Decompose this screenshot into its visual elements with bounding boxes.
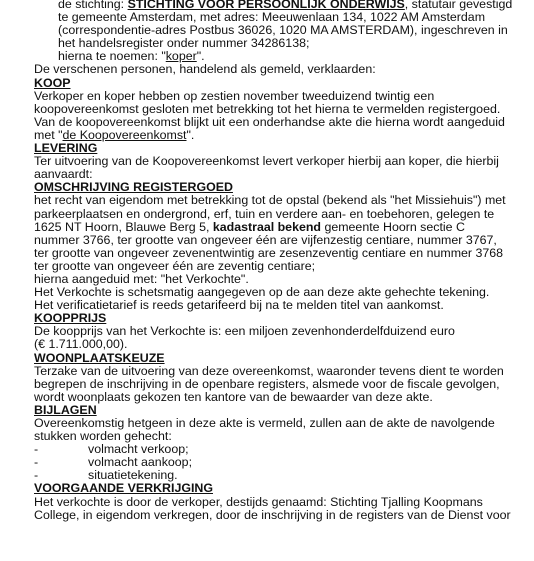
list-dash: - (34, 468, 39, 483)
section-heading-verkrijging: VOORGAANDE VERKRIJGING (34, 481, 213, 496)
omschrijving-line-4: nummer 3766, ter grootte van ongeveer één are vijfenzestig centiare, nummer 3767, (34, 232, 497, 247)
intro-line-6: De verschenen personen, handelend als gemeld, verklaarden: (34, 62, 376, 77)
section-heading-woonplaatskeuze: WOONPLAATSKEUZE (34, 350, 165, 365)
intro-text: ". (196, 49, 205, 64)
omschrijving-line-7: hierna aangeduid met: "het Verkochte". (34, 271, 249, 286)
section-heading-omschrijving: OMSCHRIJVING REGISTERGOED (34, 180, 233, 195)
omschrijving-line-2: parkeerplaatsen en ondergrond, erf, tuin en verdere aan- en toebehoren, gelegen te (34, 206, 495, 221)
list-item-text: situatietekening. (88, 468, 178, 483)
omschrijving-line-1: het recht van eigendom met betrekking tot de opstal (bekend als "het Missiehuis") met (34, 193, 506, 208)
section-heading-levering: LEVERING (34, 141, 98, 156)
koop-text: ". (186, 127, 195, 142)
contract-term: de Koopovereenkomst (62, 127, 187, 142)
buyer-name: STICHTING VOOR PERSOONLIJK ONDERWIJS (127, 0, 405, 11)
woonplaatskeuze-line-2: begrepen de inschrijving in de openbare registers, alsmede voor de fiscale gevolgen, (34, 376, 500, 391)
omschrijving-line-9: Het verificatietarief is reeds getarifeerd bij na te melden titel van aankomst. (34, 298, 444, 313)
section-heading-bijlagen: BIJLAGEN (34, 402, 97, 417)
intro-line-3: (correspondentie-adres Postbus 36026, 1020 MA AMSTERDAM), ingeschreven in (58, 23, 508, 38)
section-heading-koopprijs: KOOPPRIJS (34, 311, 107, 326)
intro-text: , statutair gevestigd (404, 0, 513, 11)
koop-line-2: koopovereenkomst gesloten met betrekking tot het hierna te vermelden registergoed. (34, 101, 501, 116)
list-item-text: volmacht aankoop; (88, 455, 193, 470)
bijlagen-line-2: stukken worden gehecht: (34, 429, 172, 444)
omschrijving-text: 1625 NT Hoorn, Blauwe Berg 5, (34, 219, 213, 234)
koopprijs-line-2: (€ 1.711.000,00). (34, 337, 128, 352)
woonplaatskeuze-line-3: wordt woonplaats gekozen ten kantore van de bewaarder van deze akte. (34, 389, 433, 404)
buyer-term: koper (165, 49, 197, 64)
omschrijving-text: gemeente Hoorn sectie C (321, 219, 465, 234)
bijlagen-line-1: Overeenkomstig hetgeen in deze akte is vermeld, zullen aan de akte de navolgende (34, 416, 495, 430)
koop-line-1: Verkoper en koper hebben op zestien november tweeduizend twintig een (34, 88, 435, 103)
koop-line-3: Van de koopovereenkomst blijkt uit een onderhandse akte die hierna wordt aangeduid (34, 114, 505, 129)
intro-text: hierna te noemen: " (58, 49, 166, 64)
intro-line-4: het handelsregister onder nummer 34286138; (58, 36, 310, 51)
levering-line-2: aanvaardt: (34, 167, 93, 182)
omschrijving-line-3 (34, 221, 534, 234)
section-heading-koop: KOOP (34, 75, 71, 90)
omschrijving-line-5: ter grootte van ongeveer zevenentwintig are zesenzeventig centiare en nummer 3768 (34, 245, 504, 260)
list-item-text: volmacht verkoop; (88, 442, 189, 457)
intro-line-2: te gemeente Amsterdam, met adres: Meeuwenlaan 134, 1022 AM Amsterdam (58, 10, 486, 25)
koop-text: met " (34, 127, 63, 142)
intro-text: de stichting: (58, 0, 128, 11)
levering-line-1: Ter uitvoering van de Koopovereenkomst levert verkoper hierbij aan koper, die hierbij (34, 154, 499, 169)
koop-line-4 (34, 129, 534, 142)
omschrijving-line-8: Het Verkochte is schetsmatig aangegeven op de aan deze akte gehechte tekening. (34, 285, 490, 300)
verkrijging-line-2: College, in eigendom verkregen, door de inschrijving in de registers van de Dienst voor (34, 507, 511, 522)
koopprijs-line-1: De koopprijs van het Verkochte is: een miljoen zevenhonderdelfduizend euro (34, 324, 455, 339)
woonplaatskeuze-line-1: Terzake van de uitvoering van deze overeenkomst, waaronder tevens dient te worden (34, 363, 504, 378)
omschrijving-line-6: ter grootte van ongeveer één are zeventig centiare; (34, 258, 316, 273)
verkrijging-line-1: Het verkochte is door de verkoper, destijds genaamd: Stichting Tjalling Koopmans (34, 494, 483, 509)
list-dash: - (34, 442, 39, 457)
list-dash: - (34, 455, 39, 470)
cadastral-label: kadastraal bekend (212, 219, 321, 234)
